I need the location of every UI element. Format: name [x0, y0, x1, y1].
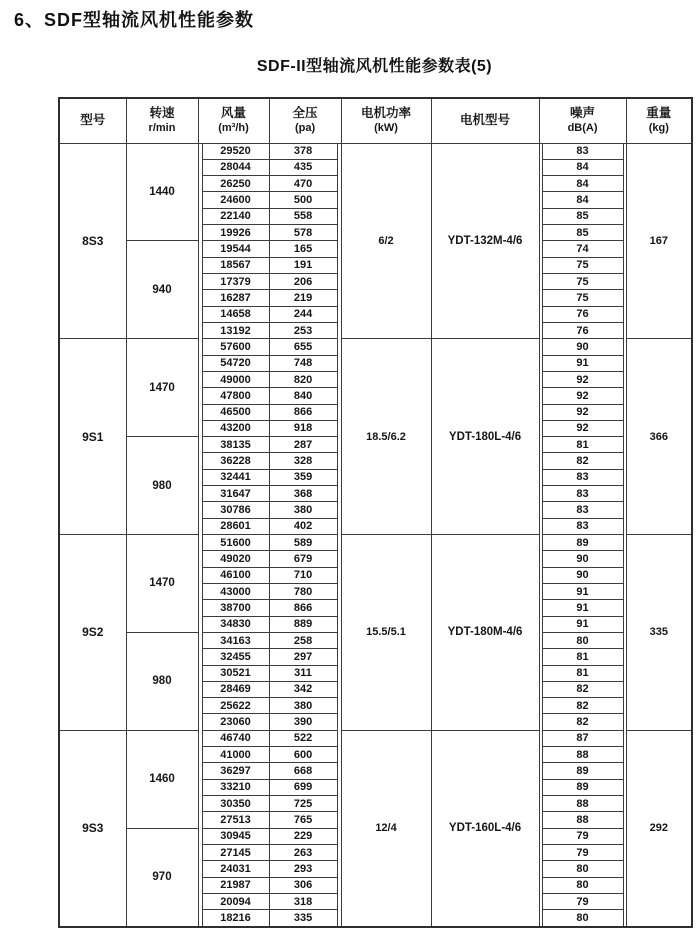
flow-cell: 51600	[202, 535, 269, 551]
power-cell: 6/2	[341, 143, 431, 339]
spacer-cell	[623, 583, 626, 599]
pressure-cell: 435	[269, 159, 337, 175]
pressure-cell: 522	[269, 730, 337, 746]
spacer-cell	[337, 763, 341, 779]
pressure-cell: 589	[269, 535, 337, 551]
noise-cell: 85	[542, 208, 623, 224]
noise-cell: 88	[542, 747, 623, 763]
spacer-cell	[623, 747, 626, 763]
noise-cell: 81	[542, 649, 623, 665]
spacer-cell	[623, 257, 626, 273]
noise-cell: 92	[542, 371, 623, 387]
header-flow-label: 风量	[221, 106, 247, 121]
flow-cell: 46500	[202, 404, 269, 420]
page-title: 6、SDF型轴流风机性能参数	[14, 10, 255, 30]
pressure-cell: 287	[269, 437, 337, 453]
pressure-cell: 470	[269, 176, 337, 192]
flow-cell: 57600	[202, 339, 269, 355]
pressure-cell: 335	[269, 910, 337, 927]
flow-cell: 34163	[202, 632, 269, 648]
noise-cell: 91	[542, 616, 623, 632]
pressure-cell: 328	[269, 453, 337, 469]
spacer-cell	[337, 404, 341, 420]
spacer-cell	[337, 551, 341, 567]
flow-cell: 32455	[202, 649, 269, 665]
flow-cell: 27513	[202, 812, 269, 828]
speed-cell: 1470	[126, 339, 198, 437]
header-model	[59, 98, 126, 143]
header-weight-unit: (kg)	[648, 121, 669, 134]
spacer-cell	[623, 437, 626, 453]
flow-cell: 19544	[202, 241, 269, 257]
spacer-cell	[623, 241, 626, 257]
noise-cell: 82	[542, 453, 623, 469]
pressure-cell: 229	[269, 828, 337, 844]
header-motor-label: 电机型号	[460, 112, 511, 127]
spacer-cell	[623, 763, 626, 779]
pressure-cell: 311	[269, 665, 337, 681]
flow-cell: 30350	[202, 796, 269, 812]
spacer-cell	[623, 877, 626, 893]
spacer-cell	[623, 518, 626, 534]
noise-cell: 89	[542, 535, 623, 551]
spacer-cell	[623, 714, 626, 730]
weight-cell: 366	[626, 339, 692, 535]
flow-cell: 46740	[202, 730, 269, 746]
pressure-cell: 866	[269, 404, 337, 420]
motor-cell: YDT-160L-4/6	[431, 730, 539, 927]
table-row	[59, 143, 692, 159]
flow-cell: 54720	[202, 355, 269, 371]
pressure-cell: 219	[269, 290, 337, 306]
spacer-cell	[337, 469, 341, 485]
header-pressure	[269, 98, 341, 143]
pressure-cell: 500	[269, 192, 337, 208]
table-body	[59, 143, 692, 927]
pressure-cell: 378	[269, 143, 337, 159]
pressure-cell: 342	[269, 681, 337, 697]
spacer-cell	[337, 355, 341, 371]
spacer-cell	[623, 551, 626, 567]
spacer-cell	[337, 649, 341, 665]
noise-cell: 82	[542, 681, 623, 697]
flow-cell: 17379	[202, 274, 269, 290]
flow-cell: 49020	[202, 551, 269, 567]
noise-cell: 76	[542, 322, 623, 338]
noise-cell: 91	[542, 355, 623, 371]
pressure-cell: 253	[269, 322, 337, 338]
spacer-cell	[623, 502, 626, 518]
noise-cell: 91	[542, 600, 623, 616]
spacer-cell	[337, 502, 341, 518]
noise-cell: 79	[542, 844, 623, 860]
pressure-cell: 558	[269, 208, 337, 224]
header-flow	[198, 98, 269, 143]
header-weight-label: 重量	[646, 106, 672, 121]
noise-cell: 82	[542, 714, 623, 730]
spacer-cell	[623, 796, 626, 812]
pressure-cell: 840	[269, 388, 337, 404]
power-cell: 15.5/5.1	[341, 535, 431, 731]
noise-cell: 85	[542, 225, 623, 241]
header-noise-label: 噪声	[570, 106, 596, 121]
flow-cell: 29520	[202, 143, 269, 159]
flow-cell: 43000	[202, 583, 269, 599]
spacer-cell	[337, 861, 341, 877]
pressure-cell: 918	[269, 420, 337, 436]
table-subtitle: SDF-II型轴流风机性能参数表(5)	[256, 58, 493, 75]
speed-cell: 970	[126, 828, 198, 927]
spacer-cell	[623, 306, 626, 322]
spacer-cell	[623, 632, 626, 648]
header-model-label: 型号	[80, 112, 106, 127]
spacer-cell	[623, 600, 626, 616]
flow-cell: 22140	[202, 208, 269, 224]
table-row	[59, 535, 692, 551]
spacer-cell	[623, 681, 626, 697]
spacer-cell	[337, 747, 341, 763]
weight-cell: 335	[626, 535, 692, 731]
flow-cell: 33210	[202, 779, 269, 795]
header-speed	[126, 98, 198, 143]
spacer-cell	[337, 453, 341, 469]
spacer-cell	[623, 486, 626, 502]
pressure-cell: 780	[269, 583, 337, 599]
motor-cell: YDT-180M-4/6	[431, 535, 539, 731]
noise-cell: 89	[542, 779, 623, 795]
spacer-cell	[623, 355, 626, 371]
spacer-cell	[337, 192, 341, 208]
spacer-cell	[337, 583, 341, 599]
header-pressure-label: 全压	[292, 106, 318, 121]
noise-cell: 92	[542, 388, 623, 404]
spacer-cell	[623, 159, 626, 175]
spacer-cell	[337, 176, 341, 192]
spacer-cell	[623, 192, 626, 208]
flow-cell: 13192	[202, 322, 269, 338]
flow-cell: 28044	[202, 159, 269, 175]
spacer-cell	[337, 437, 341, 453]
spacer-cell	[623, 420, 626, 436]
noise-cell: 90	[542, 339, 623, 355]
noise-cell: 84	[542, 176, 623, 192]
noise-cell: 88	[542, 812, 623, 828]
noise-cell: 75	[542, 290, 623, 306]
spacer-cell	[623, 388, 626, 404]
noise-cell: 88	[542, 796, 623, 812]
noise-cell: 76	[542, 306, 623, 322]
power-cell: 18.5/6.2	[341, 339, 431, 535]
pressure-cell: 359	[269, 469, 337, 485]
header-power-unit: (kW)	[374, 121, 398, 134]
noise-cell: 82	[542, 698, 623, 714]
header-weight	[626, 98, 692, 143]
noise-cell: 83	[542, 469, 623, 485]
noise-cell: 75	[542, 274, 623, 290]
flow-cell: 28601	[202, 518, 269, 534]
noise-cell: 92	[542, 420, 623, 436]
speed-cell: 1440	[126, 143, 198, 241]
spacer-cell	[623, 208, 626, 224]
pressure-cell: 748	[269, 355, 337, 371]
noise-cell: 80	[542, 861, 623, 877]
pressure-cell: 820	[269, 371, 337, 387]
spacer-cell	[337, 828, 341, 844]
spacer-cell	[623, 453, 626, 469]
flow-cell: 30945	[202, 828, 269, 844]
flow-cell: 36297	[202, 763, 269, 779]
spacer-cell	[337, 371, 341, 387]
header-flow-unit: (m³/h)	[218, 121, 249, 134]
noise-cell: 79	[542, 828, 623, 844]
flow-cell: 41000	[202, 747, 269, 763]
noise-cell: 83	[542, 143, 623, 159]
spacer-cell	[337, 796, 341, 812]
spacer-cell	[337, 241, 341, 257]
flow-cell: 49000	[202, 371, 269, 387]
pressure-cell: 165	[269, 241, 337, 257]
pressure-cell: 402	[269, 518, 337, 534]
spacer-cell	[623, 812, 626, 828]
spacer-cell	[623, 404, 626, 420]
noise-cell: 83	[542, 502, 623, 518]
pressure-cell: 263	[269, 844, 337, 860]
flow-cell: 24031	[202, 861, 269, 877]
pressure-cell: 866	[269, 600, 337, 616]
weight-cell: 292	[626, 730, 692, 927]
spacer-cell	[623, 828, 626, 844]
flow-cell: 43200	[202, 420, 269, 436]
pressure-cell: 306	[269, 877, 337, 893]
pressure-cell: 244	[269, 306, 337, 322]
speed-cell: 1460	[126, 730, 198, 828]
spacer-cell	[623, 469, 626, 485]
spacer-cell	[337, 518, 341, 534]
model-cell: 9S2	[59, 535, 126, 731]
spacer-cell	[623, 665, 626, 681]
spacer-cell	[623, 910, 626, 927]
header-power	[341, 98, 431, 143]
spacer-cell	[337, 844, 341, 860]
flow-cell: 18567	[202, 257, 269, 273]
header-motor	[431, 98, 539, 143]
flow-cell: 47800	[202, 388, 269, 404]
spacer-cell	[623, 225, 626, 241]
spacer-cell	[337, 698, 341, 714]
spacer-cell	[337, 567, 341, 583]
spacer-cell	[337, 306, 341, 322]
flow-cell: 38135	[202, 437, 269, 453]
flow-cell: 30521	[202, 665, 269, 681]
spacer-cell	[337, 910, 341, 927]
flow-cell: 31647	[202, 486, 269, 502]
flow-cell: 27145	[202, 844, 269, 860]
pressure-cell: 206	[269, 274, 337, 290]
pressure-cell: 600	[269, 747, 337, 763]
pressure-cell: 655	[269, 339, 337, 355]
pressure-cell: 293	[269, 861, 337, 877]
spacer-cell	[623, 371, 626, 387]
spacer-cell	[337, 681, 341, 697]
pressure-cell: 380	[269, 698, 337, 714]
spacer-cell	[623, 322, 626, 338]
pressure-cell: 258	[269, 632, 337, 648]
spacer-cell	[337, 159, 341, 175]
motor-cell: YDT-132M-4/6	[431, 143, 539, 339]
header-noise-unit: dB(A)	[567, 121, 598, 134]
spacer-cell	[623, 176, 626, 192]
speed-cell: 980	[126, 437, 198, 535]
spacer-cell	[623, 779, 626, 795]
power-cell: 12/4	[341, 730, 431, 927]
flow-cell: 14658	[202, 306, 269, 322]
spacer-cell	[337, 632, 341, 648]
flow-cell: 23060	[202, 714, 269, 730]
flow-cell: 36228	[202, 453, 269, 469]
flow-cell: 16287	[202, 290, 269, 306]
noise-cell: 84	[542, 192, 623, 208]
flow-cell: 32441	[202, 469, 269, 485]
header-noise	[539, 98, 626, 143]
header-speed-label: 转速	[149, 106, 175, 121]
noise-cell: 74	[542, 241, 623, 257]
flow-cell: 38700	[202, 600, 269, 616]
header-power-label: 电机功率	[361, 106, 412, 121]
spacer-cell	[337, 877, 341, 893]
spacer-cell	[337, 208, 341, 224]
flow-cell: 20094	[202, 893, 269, 909]
speed-cell: 1470	[126, 535, 198, 633]
pressure-cell: 368	[269, 486, 337, 502]
pressure-cell: 668	[269, 763, 337, 779]
noise-cell: 81	[542, 665, 623, 681]
model-cell: 9S1	[59, 339, 126, 535]
flow-cell: 28469	[202, 681, 269, 697]
pressure-cell: 699	[269, 779, 337, 795]
table-row	[59, 339, 692, 355]
flow-cell: 18216	[202, 910, 269, 927]
weight-cell: 167	[626, 143, 692, 339]
pressure-cell: 725	[269, 796, 337, 812]
flow-cell: 24600	[202, 192, 269, 208]
pressure-cell: 191	[269, 257, 337, 273]
spacer-cell	[623, 616, 626, 632]
spacer-cell	[623, 861, 626, 877]
pressure-cell: 578	[269, 225, 337, 241]
noise-cell: 92	[542, 404, 623, 420]
pressure-cell: 390	[269, 714, 337, 730]
fan-performance-table	[58, 97, 693, 928]
noise-cell: 87	[542, 730, 623, 746]
noise-cell: 80	[542, 910, 623, 927]
header-pressure-unit: (pa)	[294, 121, 316, 134]
spacer-cell	[337, 225, 341, 241]
spacer-cell	[337, 665, 341, 681]
flow-cell: 46100	[202, 567, 269, 583]
model-cell: 9S3	[59, 730, 126, 927]
model-cell: 8S3	[59, 143, 126, 339]
speed-cell: 980	[126, 632, 198, 730]
noise-cell: 89	[542, 763, 623, 779]
pressure-cell: 297	[269, 649, 337, 665]
spacer-cell	[623, 290, 626, 306]
spacer-cell	[337, 257, 341, 273]
spacer-cell	[623, 649, 626, 665]
table-row	[59, 730, 692, 746]
spacer-cell	[623, 567, 626, 583]
pressure-cell: 710	[269, 567, 337, 583]
flow-cell: 19926	[202, 225, 269, 241]
flow-cell: 26250	[202, 176, 269, 192]
spacer-cell	[337, 779, 341, 795]
spacer-cell	[337, 600, 341, 616]
noise-cell: 79	[542, 893, 623, 909]
spacer-cell	[623, 274, 626, 290]
noise-cell: 80	[542, 877, 623, 893]
noise-cell: 90	[542, 551, 623, 567]
noise-cell: 90	[542, 567, 623, 583]
noise-cell: 83	[542, 518, 623, 534]
noise-cell: 84	[542, 159, 623, 175]
pressure-cell: 679	[269, 551, 337, 567]
spacer-cell	[337, 616, 341, 632]
speed-cell: 940	[126, 241, 198, 339]
spacer-cell	[623, 844, 626, 860]
noise-cell: 81	[542, 437, 623, 453]
flow-cell: 25622	[202, 698, 269, 714]
header-speed-unit: r/min	[148, 121, 176, 134]
noise-cell: 80	[542, 632, 623, 648]
noise-cell: 75	[542, 257, 623, 273]
noise-cell: 83	[542, 486, 623, 502]
header-row	[59, 98, 692, 143]
spacer-cell	[337, 322, 341, 338]
spacer-cell	[623, 698, 626, 714]
spacer-cell	[337, 714, 341, 730]
pressure-cell: 380	[269, 502, 337, 518]
flow-cell: 34830	[202, 616, 269, 632]
motor-cell: YDT-180L-4/6	[431, 339, 539, 535]
pressure-cell: 889	[269, 616, 337, 632]
spacer-cell	[337, 274, 341, 290]
noise-cell: 91	[542, 583, 623, 599]
spacer-cell	[337, 812, 341, 828]
flow-cell: 21987	[202, 877, 269, 893]
spacer-cell	[337, 420, 341, 436]
spacer-cell	[337, 893, 341, 909]
spacer-cell	[337, 486, 341, 502]
pressure-cell: 765	[269, 812, 337, 828]
spacer-cell	[337, 388, 341, 404]
spacer-cell	[337, 290, 341, 306]
flow-cell: 30786	[202, 502, 269, 518]
pressure-cell: 318	[269, 893, 337, 909]
spacer-cell	[623, 893, 626, 909]
